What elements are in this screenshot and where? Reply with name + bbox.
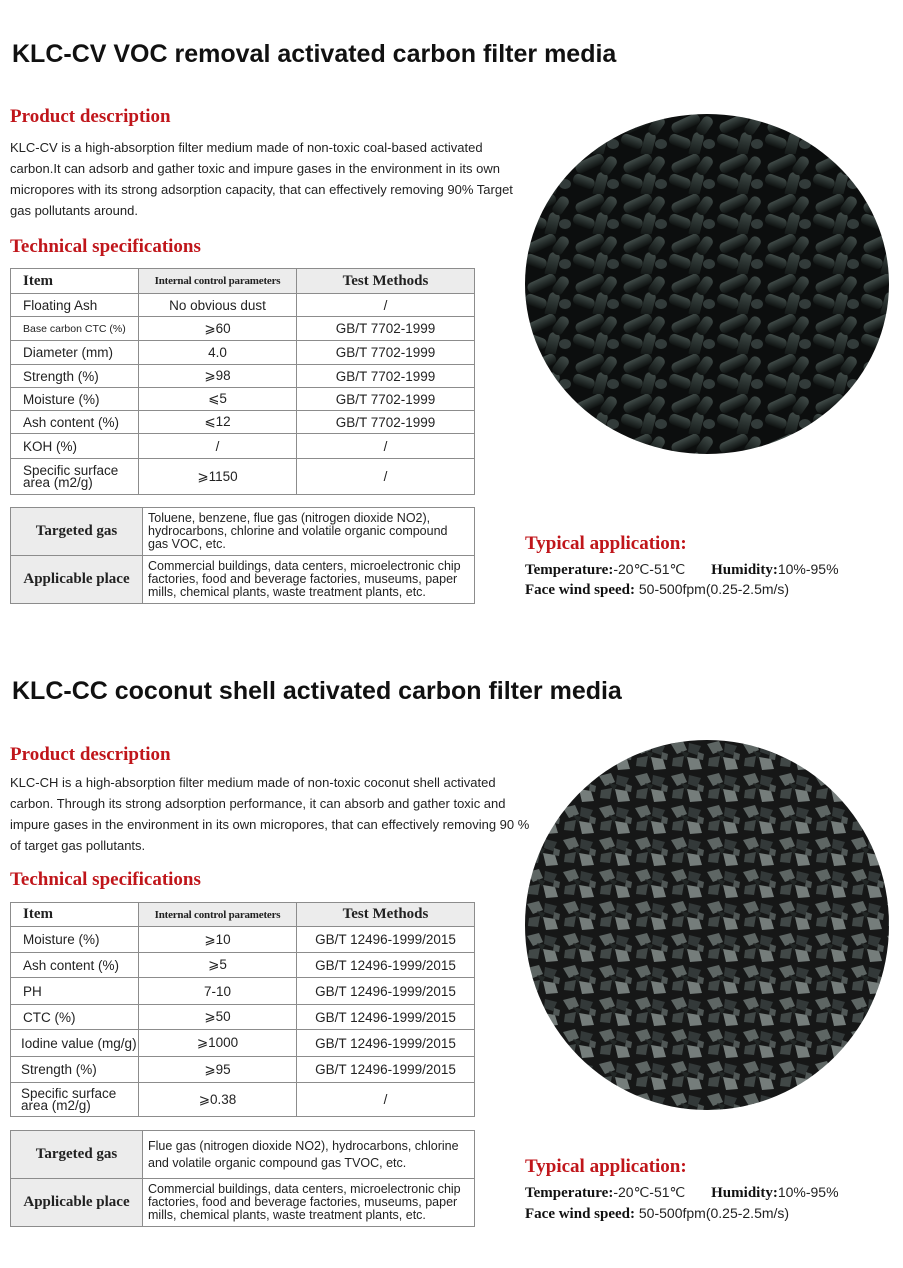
section1-description: KLC-CV is a high-absorption filter medium made of non-toxic coal-based activated carbon.It can adsorb and gather toxic and impure gases in the environment in its own micropores with its strong adsorption capacity, that can effectively removing 90% Target gas pollutants around. <box>10 140 513 218</box>
temperature-value: -20℃-51℃ <box>613 1184 686 1200</box>
humidity-label: Humidity: <box>711 562 778 578</box>
section2-product-description-heading: Product description <box>10 744 171 765</box>
cell-param: 4.0 <box>139 341 297 365</box>
section2-wind-speed-line <box>525 1205 789 1223</box>
cell-item: KOH (%) <box>11 434 139 459</box>
section1-wind-speed-line <box>525 581 789 599</box>
cell-method: / <box>297 294 475 317</box>
humidity-label: Humidity: <box>711 1185 778 1201</box>
targeted-gas-value: Flue gas (nitrogen dioxide NO2), hydrocarbons, chlorine and volatile organic compound gas TVOC, etc. <box>143 1131 475 1179</box>
header-item: Item <box>11 903 139 927</box>
cell-param: ⩾5 <box>139 953 297 978</box>
table-row <box>11 341 475 365</box>
cell-method: GB/T 12496-1999/2015 <box>297 1005 475 1030</box>
section1-product-description-heading: Product description <box>10 106 171 127</box>
cell-item: Ash content (%) <box>11 411 139 434</box>
targeted-gas-row <box>11 1131 475 1179</box>
table-header-row <box>11 903 475 927</box>
table-header-row <box>11 269 475 294</box>
cell-param: ⩾95 <box>139 1057 297 1083</box>
table-row <box>11 388 475 411</box>
temperature-value: -20℃-51℃ <box>613 561 686 577</box>
section1-tech-spec-heading: Technical specifications <box>10 236 201 257</box>
applicable-place-row <box>11 556 475 604</box>
table-row <box>11 434 475 459</box>
header-param: Internal control parameters <box>139 269 297 294</box>
table-row <box>11 365 475 388</box>
cell-item: Strength (%) <box>11 365 139 388</box>
cell-param: ⩾10 <box>139 927 297 953</box>
cell-param: ⩽12 <box>139 411 297 434</box>
cell-method: GB/T 12496-1999/2015 <box>297 978 475 1005</box>
targeted-gas-label: Targeted gas <box>11 1131 143 1179</box>
targeted-gas-row <box>11 508 475 556</box>
table-row <box>11 1057 475 1083</box>
cell-param: No obvious dust <box>139 294 297 317</box>
temperature-label: Temperature: <box>525 1185 614 1201</box>
table-row <box>11 1030 475 1057</box>
face-wind-speed-value: 50-500fpm(0.25-2.5m/s) <box>638 1205 790 1221</box>
section1-spec-table <box>10 268 475 495</box>
table-row <box>11 978 475 1005</box>
cell-param: ⩾50 <box>139 1005 297 1030</box>
table-row <box>11 953 475 978</box>
applicable-place-label: Applicable place <box>11 556 143 604</box>
table-row <box>11 927 475 953</box>
header-method: Test Methods <box>297 269 475 294</box>
cell-item: PH <box>11 978 139 1005</box>
cell-item: Base carbon CTC (%) <box>11 317 139 341</box>
coconut-granules-image <box>525 740 889 1110</box>
cell-item: Specific surface area (m2/g) <box>11 459 139 495</box>
section1-temp-humidity-line <box>525 561 839 579</box>
section1-title: KLC-CV VOC removal activated carbon filter media <box>12 40 617 68</box>
cell-item: Moisture (%) <box>11 388 139 411</box>
table-row <box>11 294 475 317</box>
cell-method: GB/T 7702-1999 <box>297 365 475 388</box>
table-row <box>11 459 475 495</box>
cell-item: Iodine value (mg/g) <box>11 1030 139 1057</box>
cell-item: CTC (%) <box>11 1005 139 1030</box>
section2-title: KLC-CC coconut shell activated carbon filter media <box>12 677 622 705</box>
coal-pellets-image <box>525 114 889 454</box>
cell-item: Diameter (mm) <box>11 341 139 365</box>
cell-method: GB/T 12496-1999/2015 <box>297 953 475 978</box>
humidity-value: 10%-95% <box>777 561 839 577</box>
section2-description: KLC-CH is a high-absorption filter medium made of non-toxic coconut shell activated carbon. Through its strong adsorption performance, it can absorb and gather toxic and impure gases in the environment in its own micropores, that can effectively removing 90 % of target gas pollutants. <box>10 775 530 853</box>
section2-application-table <box>10 1130 475 1227</box>
table-row <box>11 317 475 341</box>
cell-param: ⩽5 <box>139 388 297 411</box>
cell-param: ⩾1150 <box>139 459 297 495</box>
targeted-gas-value: Toluene, benzene, flue gas (nitrogen dioxide NO2), hydrocarbons, chlorine and volatile organic compound gas VOC, etc. <box>143 508 475 556</box>
table-row <box>11 411 475 434</box>
cell-method: GB/T 12496-1999/2015 <box>297 1057 475 1083</box>
section2-tech-spec-heading: Technical specifications <box>10 869 201 890</box>
face-wind-speed-label: Face wind speed: <box>525 582 635 598</box>
cell-param: / <box>139 434 297 459</box>
cell-param: 7-10 <box>139 978 297 1005</box>
coal-pellets-photo <box>525 114 889 454</box>
header-method: Test Methods <box>297 903 475 927</box>
humidity-value: 10%-95% <box>777 1184 839 1200</box>
header-param: Internal control parameters <box>139 903 297 927</box>
targeted-gas-label: Targeted gas <box>11 508 143 556</box>
cell-method: / <box>297 459 475 495</box>
applicable-place-row <box>11 1179 475 1227</box>
cell-method: GB/T 7702-1999 <box>297 317 475 341</box>
section1-typical-application-heading: Typical application: <box>525 533 687 554</box>
cell-param: ⩾0.38 <box>139 1083 297 1117</box>
applicable-place-label: Applicable place <box>11 1179 143 1227</box>
section2-temp-humidity-line <box>525 1184 839 1202</box>
temperature-label: Temperature: <box>525 562 614 578</box>
section2-spec-table <box>10 902 475 1117</box>
cell-item: Specific surface area (m2/g) <box>11 1083 139 1117</box>
face-wind-speed-label: Face wind speed: <box>525 1206 635 1222</box>
cell-item: Moisture (%) <box>11 927 139 953</box>
coconut-granules-photo <box>525 740 889 1110</box>
header-item: Item <box>11 269 139 294</box>
cell-method: / <box>297 434 475 459</box>
face-wind-speed-value: 50-500fpm(0.25-2.5m/s) <box>638 581 790 597</box>
applicable-place-value: Commercial buildings, data centers, microelectronic chip factories, food and beverage factories, museums, paper mills, chemical plants, waste treatment plants, etc. <box>143 556 475 604</box>
cell-method: / <box>297 1083 475 1117</box>
cell-method: GB/T 12496-1999/2015 <box>297 927 475 953</box>
cell-param: ⩾1000 <box>139 1030 297 1057</box>
cell-method: GB/T 7702-1999 <box>297 388 475 411</box>
table-row <box>11 1083 475 1117</box>
cell-item: Floating Ash <box>11 294 139 317</box>
cell-method: GB/T 7702-1999 <box>297 341 475 365</box>
applicable-place-value: Commercial buildings, data centers, microelectronic chip factories, food and beverage factories, museums, paper mills, chemical plants, waste treatment plants, etc. <box>143 1179 475 1227</box>
cell-item: Ash content (%) <box>11 953 139 978</box>
cell-method: GB/T 12496-1999/2015 <box>297 1030 475 1057</box>
cell-param: ⩾98 <box>139 365 297 388</box>
section1-application-table <box>10 507 475 604</box>
cell-item: Strength (%) <box>11 1057 139 1083</box>
cell-method: GB/T 7702-1999 <box>297 411 475 434</box>
cell-param: ⩾60 <box>139 317 297 341</box>
table-row <box>11 1005 475 1030</box>
section2-typical-application-heading: Typical application: <box>525 1156 687 1177</box>
